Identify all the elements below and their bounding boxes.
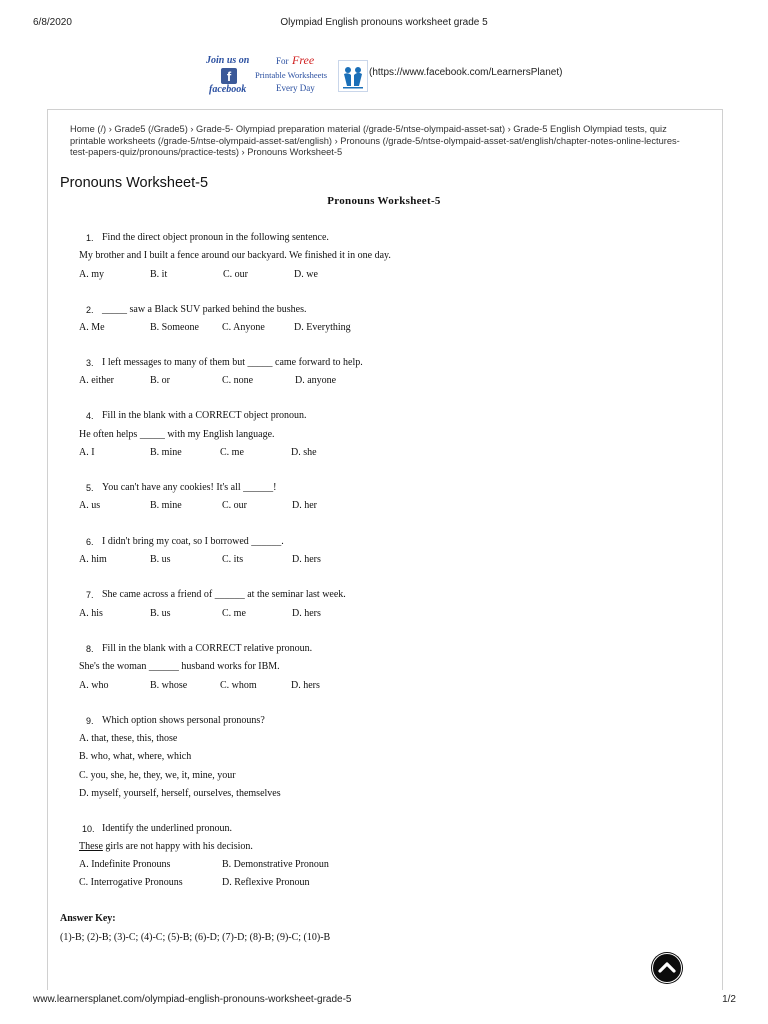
option-d: D. we xyxy=(294,269,318,280)
question-text: I didn't bring my coat, so I borrowed ______. xyxy=(102,536,284,547)
question-text: Find the direct object pronoun in the following sentence. xyxy=(102,232,329,243)
option-c: C. our xyxy=(223,269,248,280)
question-number: 8. xyxy=(86,644,94,654)
option-b: B. Someone xyxy=(150,322,199,333)
page-title: Pronouns Worksheet-5 xyxy=(60,175,209,191)
option-a: A. either xyxy=(79,375,114,386)
option-b: B. mine xyxy=(150,500,182,511)
banner-free-text: Free xyxy=(292,53,315,67)
question-number: 4. xyxy=(86,411,94,421)
print-title: Olympiad English pronouns worksheet grade 5 xyxy=(280,17,488,28)
banner-facebook-text: facebook xyxy=(209,84,247,95)
question-number: 9. xyxy=(86,716,94,726)
question-number: 1. xyxy=(86,233,94,243)
question-text: Fill in the blank with a CORRECT object pronoun. xyxy=(102,410,307,421)
worksheet-title: Pronouns Worksheet-5 xyxy=(327,195,441,207)
question-text: Which option shows personal pronouns? xyxy=(102,715,265,726)
question-text: _____ saw a Black SUV parked behind the bushes. xyxy=(102,304,307,315)
option-d: D. she xyxy=(291,447,317,458)
option-b: B. whose xyxy=(150,680,188,691)
option-c: C. me xyxy=(220,447,244,458)
option-c: C. its xyxy=(222,554,244,565)
question-number: 2. xyxy=(86,305,94,315)
facebook-logo-icon: f xyxy=(221,68,237,84)
option-a: A. my xyxy=(79,269,104,280)
option-a: A. his xyxy=(79,608,103,619)
chevron-up-icon xyxy=(653,954,681,982)
breadcrumb[interactable]: Home (/) › Grade5 (/Grade5) › Grade-5- Olympiad preparation material (/grade-5/ntse-olympaid-asset-sat) › Grade-5 English Olympiad tests, quiz printable worksheets (/grade-5/ntse-olympaid-asset-sat/english) › Pronouns (/grade-5/ntse-olympaid-asset-sat/english/chapter-notes-online-lectures-test-papers-quiz/pronouns/practice-tests) › Pronouns Worksheet-5 xyxy=(70,124,680,157)
option-b: B. it xyxy=(150,269,168,280)
banner-join-text: Join us on xyxy=(206,55,250,66)
option-b: B. or xyxy=(150,375,170,386)
option-b: B. us xyxy=(150,554,171,565)
option-c: C. none xyxy=(222,375,254,386)
question-sentence: He often helps _____ with my English language. xyxy=(79,429,275,440)
page-number: 1/2 xyxy=(722,994,736,1005)
question-number: 6. xyxy=(86,537,94,547)
option-c: C. you, she, he, they, we, it, mine, your xyxy=(79,770,236,781)
question-text: Identify the underlined pronoun. xyxy=(102,823,232,834)
question-sentence: She's the woman ______ husband works for IBM. xyxy=(79,661,280,672)
option-d: D. hers xyxy=(292,554,321,565)
option-c: C. Anyone xyxy=(222,322,265,333)
question-text: She came across a friend of ______ at the seminar last week. xyxy=(102,589,346,600)
sentence-rest: girls are not happy with his decision. xyxy=(102,841,253,852)
option-b: B. us xyxy=(150,608,171,619)
question-number: 10. xyxy=(82,824,95,834)
option-b: B. who, what, where, which xyxy=(79,751,192,762)
option-d: D. hers xyxy=(291,680,320,691)
option-c: C. our xyxy=(222,500,247,511)
option-a: A. that, these, this, those xyxy=(79,733,178,744)
option-d: D. Everything xyxy=(294,322,351,333)
question-sentence: My brother and I built a fence around our backyard. We finished it in one day. xyxy=(79,250,391,261)
option-c: C. whom xyxy=(220,680,257,691)
question-sentence xyxy=(79,841,253,852)
option-d: D. anyone xyxy=(295,375,337,386)
option-b: B. mine xyxy=(150,447,182,458)
option-c: C. me xyxy=(222,608,246,619)
print-date: 6/8/2020 xyxy=(33,17,72,28)
banner-for-text: For xyxy=(276,56,289,66)
option-d: D. myself, yourself, herself, ourselves, themselves xyxy=(79,788,281,799)
option-c: C. Interrogative Pronouns xyxy=(79,877,183,888)
question-number: 3. xyxy=(86,358,94,368)
option-a: A. Me xyxy=(79,322,105,333)
question-number: 7. xyxy=(86,590,94,600)
banner-everyday-text: Every Day xyxy=(276,83,315,93)
answer-key-values: (1)-B; (2)-B; (3)-C; (4)-C; (5)-B; (6)-D; (7)-D; (8)-B; (9)-C; (10)-B xyxy=(60,932,331,943)
facebook-link[interactable]: (https://www.facebook.com/LearnersPlanet) xyxy=(369,67,563,78)
option-d: D. her xyxy=(292,500,317,511)
footer-url[interactable]: www.learnersplanet.com/olympiad-english-pronouns-worksheet-grade-5 xyxy=(33,994,352,1005)
option-d: D. Reflexive Pronoun xyxy=(222,877,310,888)
underlined-pronoun: These xyxy=(79,841,103,852)
facebook-banner[interactable] xyxy=(204,55,368,97)
option-a: A. him xyxy=(79,554,107,565)
option-d: D. hers xyxy=(292,608,321,619)
answer-key-label: Answer Key: xyxy=(60,913,116,924)
question-text: I left messages to many of them but _____ came forward to help. xyxy=(102,357,363,368)
option-a: A. I xyxy=(79,447,95,458)
option-b: B. Demonstrative Pronoun xyxy=(222,859,329,870)
scroll-top-button[interactable] xyxy=(652,953,682,983)
question-text: Fill in the blank with a CORRECT relative pronoun. xyxy=(102,643,313,654)
option-a: A. who xyxy=(79,680,109,691)
option-a: A. us xyxy=(79,500,101,511)
option-a: A. Indefinite Pronouns xyxy=(79,859,171,870)
learners-planet-logo-icon xyxy=(338,60,368,92)
question-text: You can't have any cookies! It's all ______! xyxy=(102,482,277,493)
question-number: 5. xyxy=(86,483,94,493)
banner-printable-text: Printable Worksheets xyxy=(255,70,328,80)
